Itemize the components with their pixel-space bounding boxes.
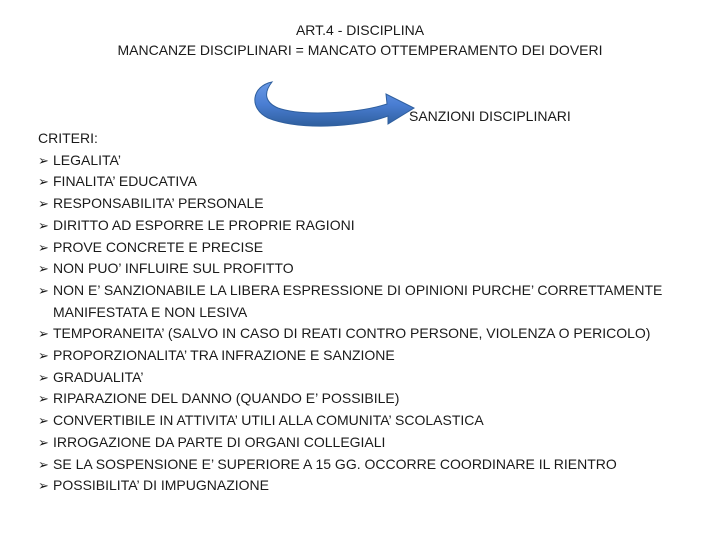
page-subtitle: MANCANZE DISCIPLINARI = MANCATO OTTEMPERAMENTO DEI DOVERI bbox=[117, 42, 603, 58]
list-item bbox=[38, 367, 678, 389]
arrow-bullet-icon: ➢ bbox=[38, 478, 49, 494]
list-item bbox=[38, 150, 678, 172]
arrow-bullet-icon: ➢ bbox=[38, 217, 49, 233]
arrow-bullet-icon: ➢ bbox=[38, 391, 49, 407]
list-item-label: TEMPORANEITA’ (SALVO IN CASO DI REATI CONTRO PERSONE, VIOLENZA O PERICOLO) bbox=[53, 325, 651, 342]
list-item-label: DIRITTO AD ESPORRE LE PROPRIE RAGIONI bbox=[53, 216, 355, 233]
arrow-bullet-icon: ➢ bbox=[38, 434, 49, 450]
arrow-bullet-icon: ➢ bbox=[38, 326, 49, 342]
list-item bbox=[38, 410, 678, 432]
list-item-label: RIPARAZIONE DEL DANNO (QUANDO E’ POSSIBILE) bbox=[53, 390, 400, 407]
arrow-bullet-icon: ➢ bbox=[38, 369, 49, 385]
list-item bbox=[38, 237, 678, 259]
list-item bbox=[38, 432, 678, 454]
list-item bbox=[38, 215, 678, 237]
list-item-label: GRADUALITA’ bbox=[53, 368, 144, 385]
criteria-list bbox=[38, 150, 678, 497]
list-item-label: CONVERTIBILE IN ATTIVITA’ UTILI ALLA COMUNITA’ SCOLASTICA bbox=[53, 412, 484, 429]
list-item-label: IRROGAZIONE DA PARTE DI ORGANI COLLEGIALI bbox=[53, 433, 386, 450]
list-item bbox=[38, 280, 678, 323]
arrow-bullet-icon: ➢ bbox=[38, 196, 49, 212]
list-item bbox=[38, 193, 678, 215]
arrow-bullet-icon: ➢ bbox=[38, 261, 49, 277]
arrow-bullet-icon: ➢ bbox=[38, 239, 49, 255]
list-item bbox=[38, 454, 678, 476]
list-item-label: NON E’ SANZIONABILE LA LIBERA ESPRESSIONE DI OPINIONI PURCHE’ CORRETTAMENTE MANIFESTATA E NON LESIVA bbox=[53, 281, 663, 320]
list-item bbox=[38, 388, 678, 410]
page-title: ART.4 - DISCIPLINA bbox=[295, 22, 425, 38]
list-item bbox=[38, 258, 678, 280]
criteri-heading: CRITERI: bbox=[38, 130, 98, 146]
arrow-bullet-icon: ➢ bbox=[38, 282, 49, 298]
list-item bbox=[38, 323, 678, 345]
list-item-label: NON PUO’ INFLUIRE SUL PROFITTO bbox=[53, 260, 294, 277]
criteri-section bbox=[38, 128, 678, 497]
arrow-bullet-icon: ➢ bbox=[38, 348, 49, 364]
arrow-bullet-icon: ➢ bbox=[38, 456, 49, 472]
list-item bbox=[38, 345, 678, 367]
list-item bbox=[38, 475, 678, 497]
arrow-bullet-icon: ➢ bbox=[38, 413, 49, 429]
list-item-label: FINALITA’ EDUCATIVA bbox=[53, 173, 197, 190]
list-item bbox=[38, 171, 678, 193]
list-item-label: POSSIBILITA’ DI IMPUGNAZIONE bbox=[53, 477, 269, 494]
list-item-label: PROVE CONCRETE E PRECISE bbox=[53, 238, 264, 255]
curved-arrow-icon bbox=[248, 78, 418, 130]
list-item-label: SE LA SOSPENSIONE E’ SUPERIORE A 15 GG. OCCORRE COORDINARE IL RIENTRO bbox=[53, 455, 617, 472]
list-item-label: RESPONSABILITA’ PERSONALE bbox=[53, 195, 264, 212]
arrow-bullet-icon: ➢ bbox=[38, 174, 49, 190]
sanzioni-label: SANZIONI DISCIPLINARI bbox=[409, 108, 571, 124]
arrow-bullet-icon: ➢ bbox=[38, 152, 49, 168]
list-item-label: PROPORZIONALITA’ TRA INFRAZIONE E SANZIONE bbox=[53, 347, 395, 364]
list-item-label: LEGALITA’ bbox=[53, 151, 121, 168]
